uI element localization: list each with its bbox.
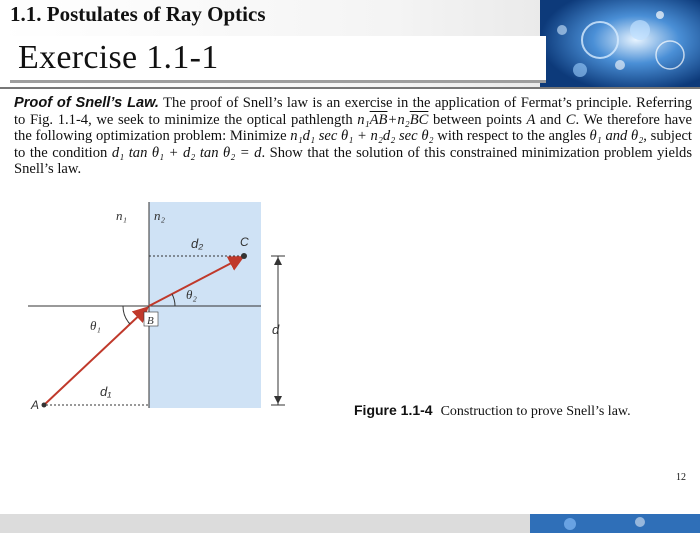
point-a-text: A [526,111,536,128]
angle-theta1-arc [123,306,130,324]
header-decoration-image [540,0,700,88]
label-d1: d₁ [100,384,112,399]
point-c [241,253,247,259]
problem-text-1: The proof of Snell’s law is an exercise in the application of Fermat’s principle. Referring to Fig. 1.1-4, we seek to minimize the optical pathlength [14,95,692,128]
figure-caption [354,402,631,420]
problem-text-5: , subject to the condition [14,128,692,161]
label-a: A [31,398,40,412]
label-b: B [147,315,154,327]
caption-label: Figure 1.1-4 [354,402,433,418]
d-arrow-bottom [274,396,282,404]
page-number: 12 [676,472,686,483]
snell-figure [28,200,300,422]
medium-2-region [149,202,261,408]
math-ab: $\overline{AB}$ [369,111,388,128]
math-angles: θ₁ and θ₂ [589,128,644,145]
problem-lead: Proof of Snell’s Law. [14,95,159,111]
label-theta1: θ₁ [90,318,101,333]
point-c-text: C [565,111,576,128]
problem-text-6: . Show that the solution of this constrained minimization problem yields Snell’s law. [14,144,692,178]
d-arrow-top [274,257,282,265]
math-n1: n₁ [357,111,370,128]
problem-text-2: between points [428,111,527,128]
label-d2: d₂ [191,236,204,251]
label-d: d [272,322,280,337]
label-c: C [240,235,249,249]
label-n2: n₂ [154,208,166,223]
math-bc: $\overline{BC}$ [409,111,429,128]
label-n1: n₁ [116,208,128,223]
header-rule [0,87,700,89]
point-a [42,403,47,408]
label-theta2: θ₂ [186,287,197,302]
footer-decoration-image [530,514,700,533]
caption-text: Construction to prove Snell’s law. [440,404,631,419]
math-condition: d₁ tan θ₁ + d₂ tan θ₂ = d [111,144,262,161]
math-minimize-expr: n₁d₁ sec θ₁ + n₂d₂ sec θ₂ [290,128,434,145]
section-title: 1.1. Postulates of Ray Optics [10,2,266,26]
problem-statement [14,95,692,178]
exercise-title: Exercise 1.1-1 [18,39,219,76]
math-plus-n2: +n₂ [387,111,410,128]
problem-and: and [535,111,566,128]
problem-text-4: with respect to the angles [433,128,590,145]
problem-text-3: . We therefore have the following optimization problem: Minimize [14,111,692,145]
